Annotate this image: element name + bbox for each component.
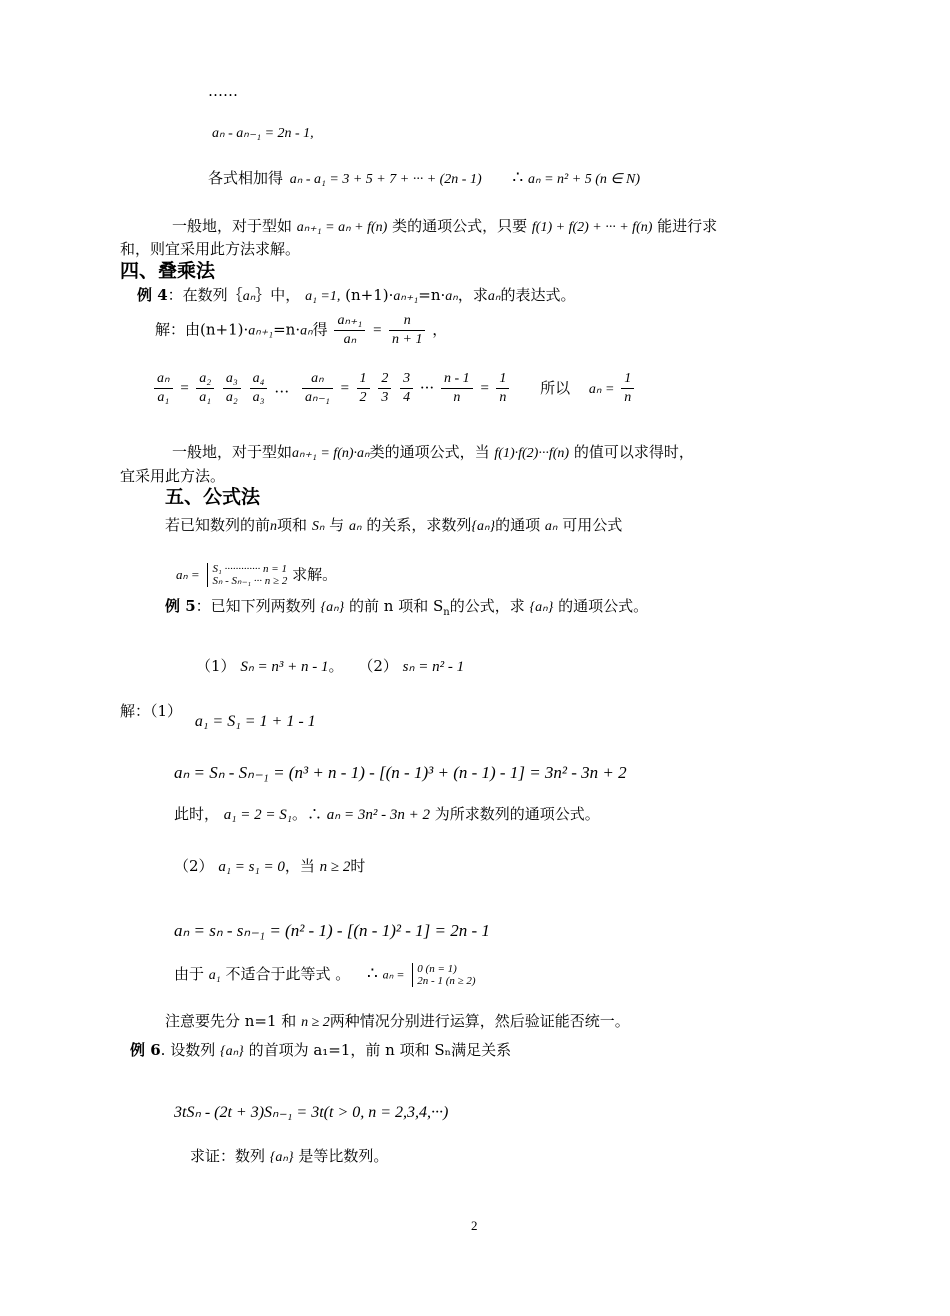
page-number: [471, 1218, 478, 1234]
text: 得: [312, 320, 328, 339]
formula: n ≥ 2: [301, 1015, 330, 1030]
denominator: a₂: [225, 390, 238, 406]
text: 解：由(n+1)·: [155, 320, 249, 339]
formula: aₙ₊₁: [248, 323, 274, 339]
text: 若已知数列的前: [165, 516, 271, 534]
product-line: [152, 370, 636, 407]
case-row: S₁ ············· n = 1: [212, 563, 287, 575]
denominator: n: [624, 390, 632, 406]
numerator: a₄: [250, 370, 268, 389]
denominator: 4: [403, 390, 411, 406]
text: （2）: [358, 657, 398, 675]
text: =n·: [273, 320, 301, 339]
text: 一般地，对于型如: [172, 443, 293, 461]
equals: =: [479, 380, 490, 397]
piecewise-brace: [207, 563, 287, 587]
text: ，当: [284, 857, 315, 875]
fraction: [400, 370, 413, 407]
text: 求解。: [292, 565, 338, 584]
section-heading: [120, 260, 215, 284]
text: ，: [432, 320, 448, 339]
numerator: aₙ: [302, 370, 333, 389]
formula: {aₙ}: [220, 1044, 244, 1059]
denominator: n: [499, 390, 507, 406]
example-4-line: [137, 286, 575, 306]
text: （2）: [174, 857, 214, 875]
text: 的通项: [495, 516, 541, 534]
denominator: n: [453, 390, 461, 406]
formula: aₙ =: [588, 381, 615, 397]
text: 各式相加得: [208, 169, 284, 187]
fraction: [302, 370, 333, 407]
denominator: 2: [359, 390, 367, 406]
formula: Sₙ: [311, 519, 325, 534]
formula: aₙ: [487, 289, 501, 304]
formula: aₙ =: [382, 967, 405, 982]
numerator: a₃: [223, 370, 241, 389]
text: 时: [350, 857, 366, 875]
formula: sₙ = n² - 1: [402, 659, 465, 675]
text: 能进行求: [657, 217, 718, 235]
text: 可用公式: [562, 516, 623, 534]
text: （1）: [196, 657, 236, 675]
example-label: 例 5: [165, 597, 196, 615]
formula-line: [174, 920, 490, 941]
formula: f(1)·f(2)···f(n): [494, 446, 570, 461]
paragraph-line: [120, 467, 225, 486]
section-heading: [165, 486, 260, 510]
sum-line: [208, 168, 640, 189]
text: 。∴: [291, 805, 322, 823]
formula-line: [174, 762, 627, 783]
fraction: [621, 370, 634, 407]
paragraph-line: [120, 240, 300, 259]
paragraph-line: [172, 443, 694, 463]
denominator: a₁: [199, 390, 212, 406]
text: 由于: [174, 965, 205, 984]
formula: aₙ = Sₙ - Sₙ₋₁ = (n³ + n - 1) - [(n - 1)³ + (n - 1) - 1] = 3n² - 3n + 2: [174, 763, 627, 782]
numerator: 3: [400, 370, 413, 389]
subscript: n: [443, 607, 450, 618]
paragraph-line: [172, 217, 717, 237]
text: 类的通项公式，只要: [392, 217, 528, 235]
paragraph-line: [165, 516, 622, 536]
text: 所以: [540, 378, 571, 397]
paragraph-line: [174, 805, 600, 825]
formula: aₙ = sₙ - sₙ₋₁ = (n² - 1) - [(n - 1)² - 1] = 2n - 1: [174, 921, 490, 940]
text: 类的通项公式，当: [369, 443, 490, 461]
heading-text: 四、叠乘法: [120, 260, 216, 282]
numerator: a₂: [196, 370, 214, 389]
text: 为所求数列的通项公式。: [434, 805, 600, 823]
formula: aₙ₊₁ = f(n)·aₙ: [292, 446, 370, 461]
example-5-line: [165, 597, 648, 620]
text: 宜采用此方法。: [120, 467, 226, 485]
case-row: 0 (n = 1): [417, 963, 457, 975]
numerator: n: [389, 312, 425, 331]
case-row: Sₙ - Sₙ₋₁ ··· n ≥ 2: [212, 575, 288, 588]
piecewise-formula-line: [176, 563, 337, 587]
formula: aₙ₊₁ = aₙ + f(n): [296, 220, 388, 235]
text: ：已知下列两数列: [195, 597, 316, 615]
formula: aₙ =: [176, 566, 200, 582]
formula: n ≥ 2: [319, 859, 351, 875]
text: 的通项公式。: [558, 597, 649, 615]
text: 不适合于此等式 。: [225, 965, 351, 984]
cases-line: [196, 657, 464, 677]
denominator: a₁: [157, 390, 170, 406]
text: ：在数列｛: [167, 286, 243, 304]
paragraph-line: [174, 963, 476, 987]
equals: =: [179, 380, 190, 397]
numerator: 1: [496, 370, 509, 389]
formula: aₙ: [300, 323, 313, 339]
fraction: [196, 370, 214, 407]
paragraph-line: [190, 1147, 388, 1167]
formula: aₙ: [348, 519, 362, 534]
example-label: 例 6: [130, 1041, 161, 1059]
text: 。: [328, 657, 344, 675]
formula: 3tSₙ - (2t + 3)Sₙ₋₁ = 3t(t > 0, n = 2,3,4,···): [174, 1104, 449, 1121]
formula: a₁ = S₁ = 1 + 1 - 1: [194, 713, 316, 730]
formula: aₙ = 3n² - 3n + 2: [326, 807, 430, 823]
formula: a₁ =1,: [305, 289, 341, 304]
text: 的表达式。: [500, 286, 576, 304]
example-label: 例 4: [137, 286, 168, 304]
denominator: 3: [381, 390, 389, 406]
denominator: aₙ: [343, 332, 357, 348]
formula: n: [270, 519, 278, 534]
formula: Sₙ = n³ + n - 1: [240, 659, 329, 675]
formula: aₙ: [544, 519, 558, 534]
formula: aₙ - a₁ = 3 + 5 + 7 + ··· + (2n - 1): [289, 172, 482, 187]
text: 的公式，求: [449, 597, 525, 615]
equals: =: [372, 322, 383, 339]
text: ｝中，: [255, 286, 301, 304]
formula: a₁: [208, 968, 221, 984]
piecewise-brace: [412, 963, 475, 987]
formula: {aₙ}: [471, 519, 496, 534]
fraction: [250, 370, 268, 407]
text: 解：（1）: [120, 702, 183, 720]
formula: aₙ = n² + 5 (n ∈ N): [528, 172, 641, 187]
fraction: [378, 370, 391, 407]
heading-text: 五、公式法: [165, 486, 261, 508]
fraction: [223, 370, 241, 407]
denominator: a₃: [252, 390, 265, 406]
page-number-text: 2: [471, 1218, 478, 1233]
text: 是等比数列。: [298, 1147, 389, 1165]
denominator: aₙ₋₁: [305, 390, 330, 406]
numerator: 2: [378, 370, 391, 389]
therefore-symbol: ∴: [367, 964, 378, 985]
formula: aₙ₊₁: [393, 289, 419, 304]
text: 的关系，求数列: [366, 516, 472, 534]
case-row: 2n - 1 (n ≥ 2): [417, 975, 476, 988]
paragraph-line: [165, 1012, 630, 1032]
therefore-symbol: ∴: [512, 168, 524, 188]
text: 和，则宜采用此方法求解。: [120, 240, 301, 258]
formula: aₙ - aₙ₋₁ = 2n - 1,: [212, 126, 314, 141]
text: ，求: [457, 286, 488, 304]
text: 求证：数列: [190, 1147, 266, 1165]
formula: a₁ = s₁ = 0: [218, 859, 285, 875]
formula: aₙ: [445, 289, 458, 304]
ellipsis: ……: [208, 82, 238, 100]
numerator: n - 1: [441, 370, 473, 389]
ellipsis: ···: [419, 378, 435, 397]
text: 的首项为 a₁=1，前 n 项和 Sₙ满足关系: [248, 1041, 512, 1059]
fraction: [154, 370, 173, 407]
numerator: 1: [621, 370, 634, 389]
formula: {aₙ}: [320, 600, 345, 615]
numerator: 1: [357, 370, 370, 389]
solution-5-line: [120, 702, 316, 730]
text: (n+1)·: [345, 286, 394, 304]
text: 与: [329, 516, 345, 534]
fraction: [357, 370, 370, 407]
text: 的前 n 项和 S: [349, 597, 444, 615]
formula: {aₙ}: [529, 600, 554, 615]
fraction: [389, 312, 425, 349]
example-6-line: [130, 1041, 511, 1061]
formula-line: [174, 1103, 448, 1123]
formula: {aₙ}: [269, 1150, 294, 1165]
fraction: [334, 312, 365, 349]
formula: aₙ: [242, 289, 256, 304]
text: . 设数列: [160, 1041, 216, 1059]
text: 两种情况分别进行运算，然后验证能否统一。: [329, 1012, 630, 1030]
formula: f(1) + f(2) + ··· + f(n): [531, 220, 653, 235]
formula-line: [212, 125, 314, 143]
equals: =: [339, 380, 350, 397]
solution-4-line: [155, 312, 447, 349]
text: 项和: [277, 516, 308, 534]
fraction: [496, 370, 509, 407]
text: 的值可以求得时，: [573, 443, 694, 461]
paragraph-line: [174, 857, 365, 877]
ellipsis-line: [208, 82, 238, 101]
text: 一般地，对于型如: [172, 217, 293, 235]
numerator: aₙ₊₁: [334, 312, 365, 331]
ellipsis: …: [274, 378, 290, 397]
text: =n·: [418, 286, 446, 304]
denominator: n + 1: [392, 332, 423, 348]
formula: a₁ = 2 = S₁: [223, 807, 292, 823]
fraction: [441, 370, 473, 407]
text: 此时，: [174, 805, 220, 823]
numerator: aₙ: [154, 370, 173, 389]
text: 注意要先分 n=1 和: [165, 1012, 297, 1030]
